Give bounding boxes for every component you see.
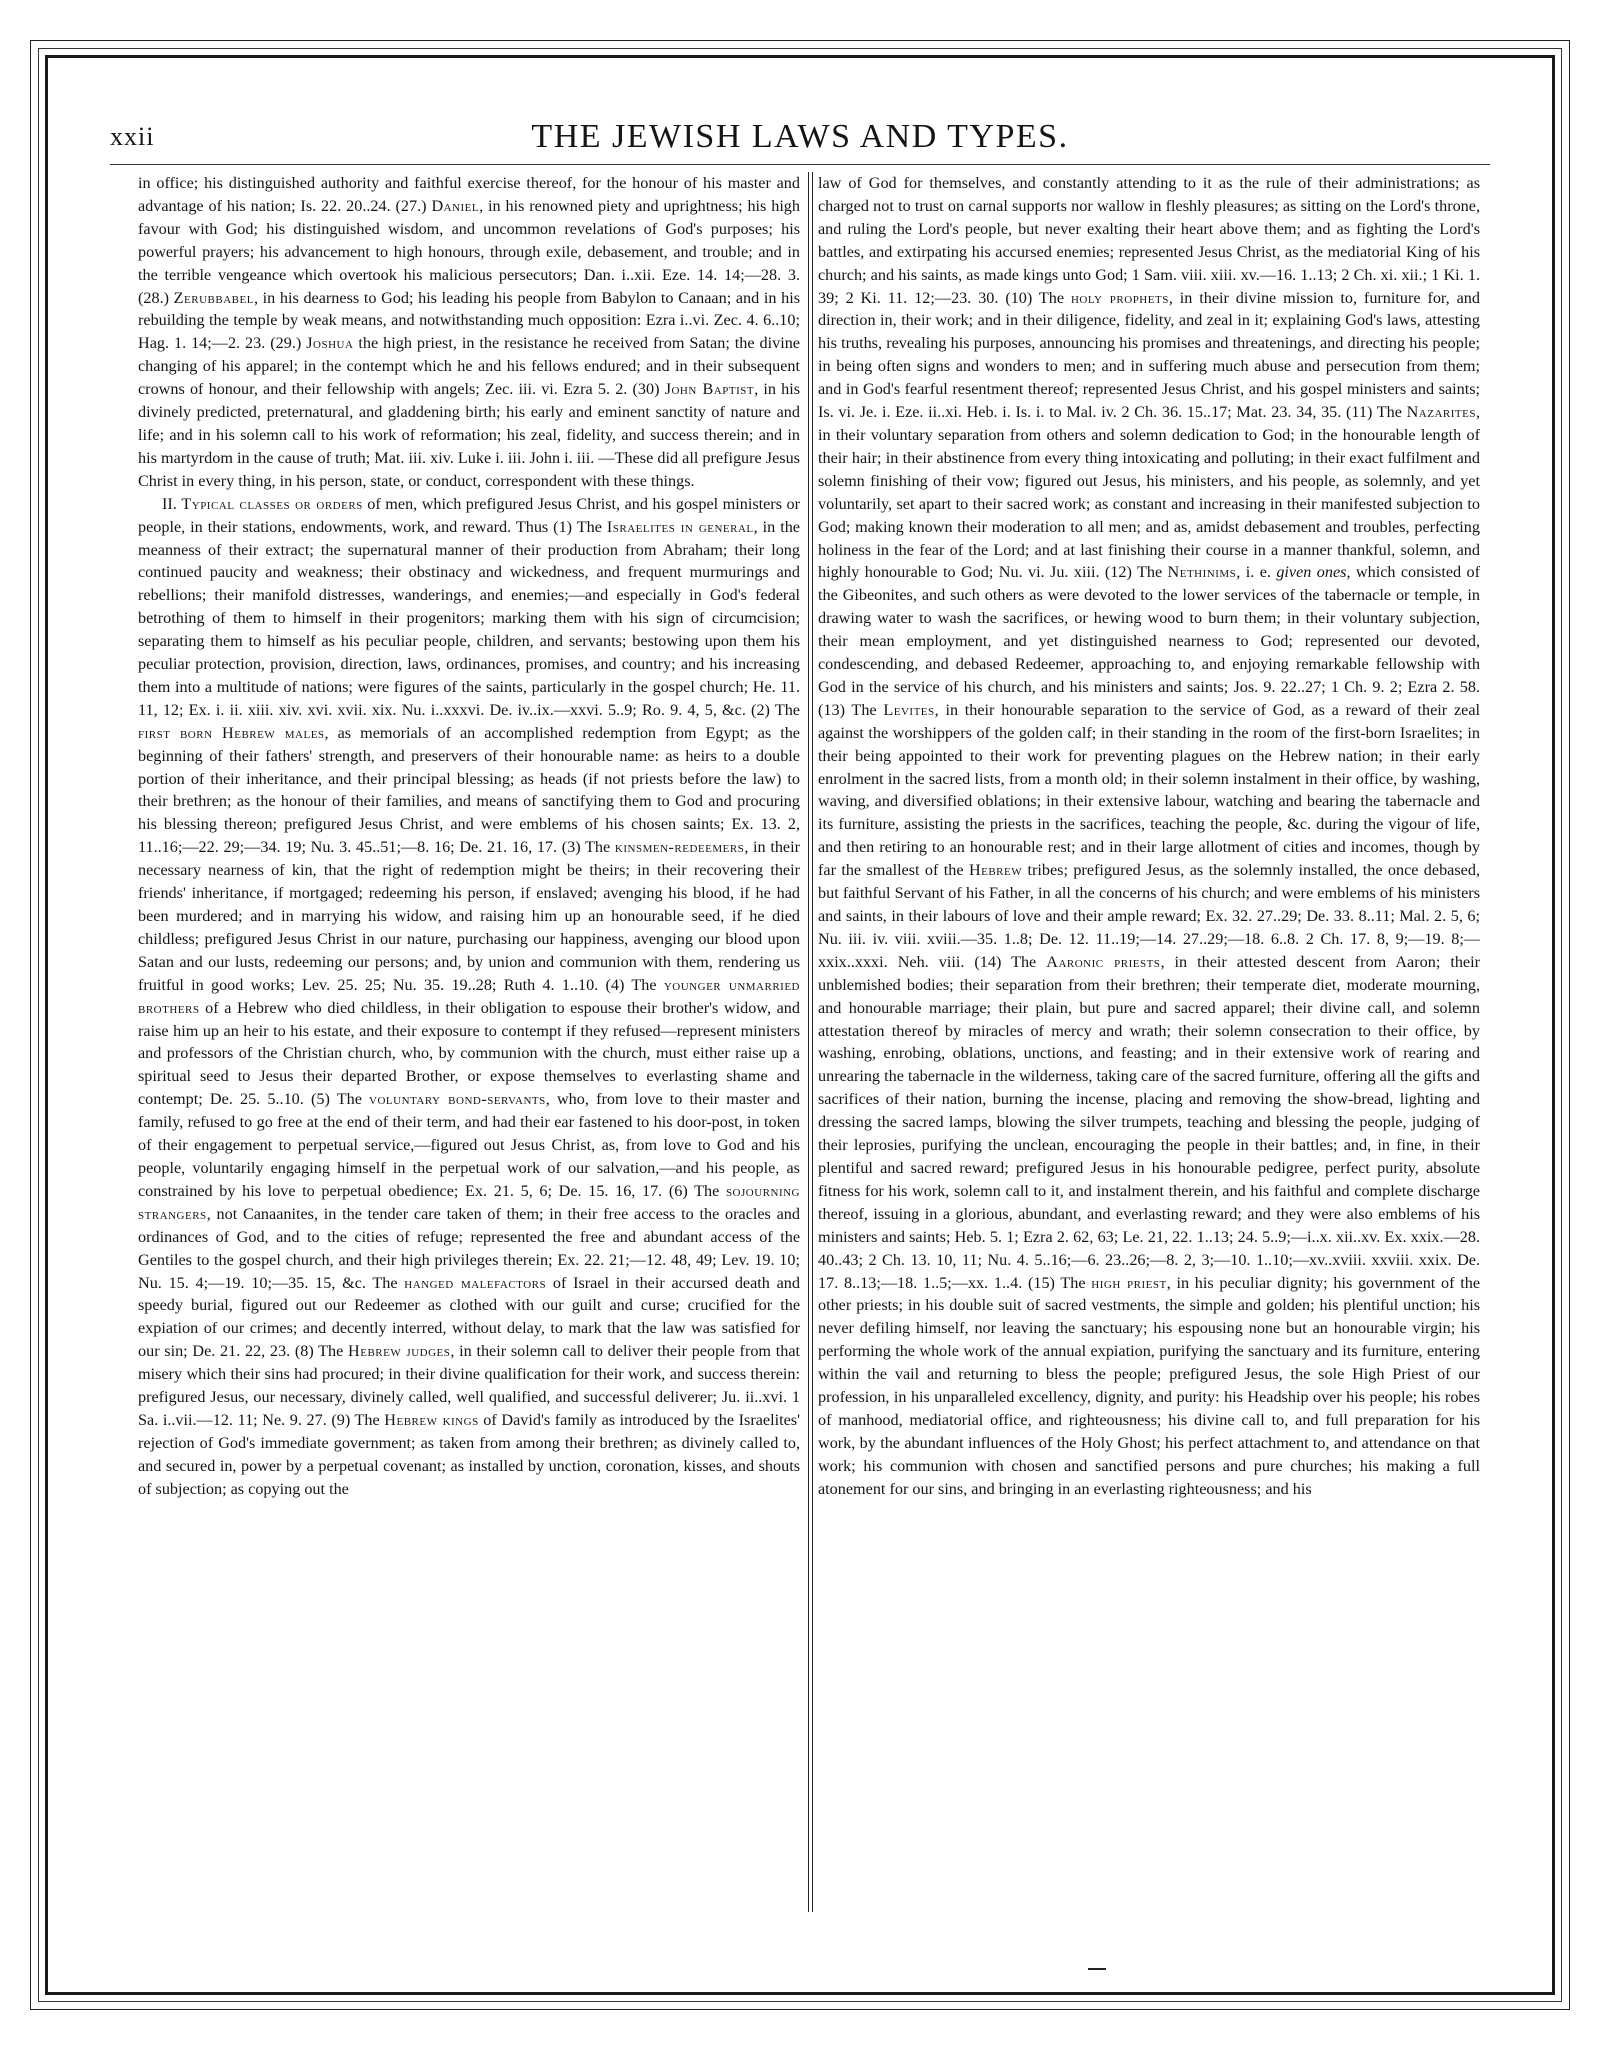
- small-caps-name: sojourning strangers: [138, 1181, 800, 1223]
- text-run: , in his dearness to God; his leading his people from Babylon to Canaan; and in his rebuilding the temple by weak means, and notwithstanding much opposition: Ezra i..vi. Zec. 4. 6..10; Hag. 1. 14;—2. 23. (29.): [138, 288, 800, 353]
- text-run: , in his renowned piety and uprightness; his high favour with God; his distinguished wisdom, and uncommon revelations of God's purposes; his powerful prayers; his advancement to high honours, through exile, debasement, and trouble; and in the terrible vengeance which overtook his malicious persecutors; Dan. i..xii. Eze. 14. 14;—28. 3. (28.): [138, 196, 800, 307]
- right-column: [818, 172, 1480, 1912]
- text-run: , in his peculiar dignity; his government of the other priests; in his double suit of sacred vestments, the simple and golden; his plentiful unction; his never defiling himself, nor leaving the sanctuary; his espousing none but an honourable virgin; his performing the whole work of the annual expiation, purifying the sanctuary and its furniture, entering within the vail and returning to bless the people; prefigured Jesus, the sole High Priest of our profession, in his unparalleled excellency, dignity, and purity: his Headship over his people; his robes of manhood, mediatorial office, and righteousness; his divine call to, and full preparation for his work, by the abundant influences of the Holy Ghost; his perfect attachment to, and attendance on that work; his communion with chosen and sanctified persons and pure churches; his making a full atonement for our sins, and bringing in an everlasting righteousness; and his: [818, 1273, 1480, 1498]
- small-caps-name: hanged malefactors: [404, 1273, 547, 1292]
- small-caps-name: Nazarites: [1406, 403, 1476, 422]
- text-run: , in their divine mission to, furniture for, and direction in, their work; and in their diligence, fidelity, and zeal in it; explaining God's laws, attesting his truths, revealing his purposes, announcing his promises and threatenings, and directing his people; in being often signs and wonders to men; and in suffering much abuse and persecution from them; and in God's fearful resentment thereof; represented Jesus Christ, and his gospel ministers and saints; Is. vi. Je. i. Eze. ii..xi. Heb. i. Is. i. to Mal. iv. 2 Ch. 36. 15..17; Mat. 23. 34, 35. (11) The: [818, 288, 1480, 422]
- small-caps-name: younger unmarried brothers: [138, 975, 800, 1017]
- text-run: , which consisted of the Gibeonites, and such others as were devoted to the lower services of the tabernacle or temple, in drawing water to wash the sacrifices, or hewing wood to burn them; in their voluntary subjection, their mean employment, and yet distinguished nearness to God; represented our devoted, condescending, and debased Redeemer, approaching to, and enjoying remarkable fellowship with God in the service of his church, and his ministers and saints; Jos. 9. 22..27; 1 Ch. 9. 2; Ezra 2. 58. (13) The: [818, 563, 1480, 719]
- page-number: xxii: [110, 122, 155, 151]
- text-run: , in his divinely predicted, preternatural, and gladdening birth; his early and eminent sanctity of nature and life; and in his solemn call to his work of reformation; his zeal, fidelity, and success therein; and in his martyrdom in the cause of truth; Mat. iii. xiv. Luke i. iii. John i. iii. —These did all prefigure Jesus Christ in every thing, in his person, state, or conduct, correspondent with these things.: [138, 380, 800, 490]
- small-caps-name: first born Hebrew males: [138, 723, 325, 742]
- small-caps-name: holy prophets: [1070, 288, 1169, 307]
- small-caps-name: Aaronic priests: [1046, 952, 1161, 971]
- small-caps-name: Joshua: [306, 334, 354, 353]
- small-caps-name: kinsmen-redeemers: [614, 838, 745, 857]
- text-run: , in their necessary nearness of kin, that the right of redemption might be theirs; in their recovering their friends' inheritance, if mortgaged; redeeming his person, if enslaved; avenging his blood, if he had been murdered; and in marrying his widow, and raising him up an honourable seed, if he died childless; prefigured Jesus Christ in our nature, purchasing our happiness, avenging our blood upon Satan and our lusts, redeeming our persons; and, by union and communion with them, rendering us fruitful in good works; Lev. 25. 25; Nu. 35. 19..28; Ruth 4. 1..10. (4) The: [138, 838, 800, 994]
- text-run: II.: [162, 494, 182, 513]
- small-caps-name: John Baptist: [664, 380, 755, 399]
- text-run: , i. e.: [1236, 563, 1277, 582]
- text-run: tribes; prefigured Jesus, as the solemnly installed, the once debased, but faithful Servant of his Father, in all the concerns of his church; and were emblems of his ministers and saints, in their labours of love and their ample reward; Ex. 32. 27..29; De. 33. 8..11; Mal. 2. 5, 6; Nu. iii. iv. viii. xviii.—35. 1..8; De. 12. 11..19;—14. 27..29;—18. 6..8. 2 Ch. 17. 8, 9;—19. 8;—xxix..xxxi. Neh. viii. (14) The: [818, 861, 1480, 971]
- text-run: in office; his distinguished authority and faithful exercise thereof, for the honour of his master and advantage of his nation; Is. 22. 20..24. (27.): [138, 174, 800, 215]
- small-caps-name: Levites: [883, 700, 935, 719]
- text-run: of David's family as introduced by the Israelites' rejection of God's immediate government; as taken from among their brethren; as divinely called to, and secured in, power by a perpetual covenant; as installed by unction, coronation, kisses, and shouts of subjection; as copying out the: [138, 1410, 800, 1498]
- small-caps-name: Daniel: [431, 196, 480, 215]
- paragraph-typical-classes: [138, 493, 800, 1501]
- text-run: , in the meanness of their extract; the supernatural manner of their production from Abraham; their long continued paucity and weakness; their obstinacy and wickedness, and frequent murmurings and rebellions; their manifold distresses, wanderings, and enemies;—and especially in God's federal betrothing of them to himself in their progenitors; marking them with his sign of circumcision; separating them to himself as his peculiar people, children, and servants; bestowing upon them his peculiar protection, provision, direction, laws, ordinances, promises, and country; and his increasing them into a multitude of nations; were figures of the saints, particularly in the gospel church; He. 11. 11, 12; Ex. i. ii. xiii. xiv. xvi. xvii. xix. Nu. i..xxxvi. De. iv..ix.—xxvi. 5..9; Ro. 9. 4, 5, &c. (2) The: [138, 517, 800, 719]
- column-divider: [808, 172, 813, 1912]
- running-title: THE JEWISH LAWS AND TYPES.: [531, 118, 1069, 155]
- text-run: , in their honourable separation to the service of God, as a reward of their zeal against the worshippers of the golden calf; in their standing in the room of the first-born Israelites; in their being appointed to their work for preventing plagues on the Hebrew nation; in their early enrolment in the sacred lists, from a month old; in their solemn instalment in their office, by washing, waving, and diversified oblations; in their extensive labour, watching and bearing the tabernacle and its furniture, assisting the priests in the sacrifices, teaching the people, &c. during the vigour of life, and then retiring to an honourable rest; and in their large allotment of cities and incomes, though by far the smallest of the: [818, 700, 1480, 880]
- small-caps-name: Israelites in general: [606, 517, 754, 536]
- paragraph-continued: [138, 172, 800, 493]
- footer-dash: [1088, 1968, 1106, 1970]
- small-caps-name: Zerubbabel: [173, 288, 254, 307]
- text-run: the high priest, in the resistance he received from Satan; the divine changing of his apparel; in the contempt which he and his fellows endured; and in their subsequent crowns of honour, and their fellowship with angels; Zec. iii. vi. Ezra 5. 2. (30): [138, 334, 800, 399]
- header-rule: [110, 164, 1490, 165]
- running-header: [110, 118, 1490, 158]
- text-run: , in their attested descent from Aaron; their unblemished bodies; their separation from their brethren; their temperate diet, moderate mourning, and honourable marriage; their plain, but pure and sacred apparel; their divine call, and solemn attestation thereof by miracles of mercy and wrath; their solemn consecration to their office, by washing, enrobing, oblations, unctions, and feasting; and in their extensive work of rearing and unrearing the tabernacle in the wilderness, taking care of the sacred furniture, offering all the gifts and sacrifices of their nation, burning the incense, placing and removing the show-bread, lighting and dressing the sacred lamps, blowing the silver trumpets, teaching and blessing the people, judging of their leprosies, purifying the unclean, encouraging the people in their battles; and, in fine, in their plentiful and sacred reward; prefigured Jesus in his honourable pedigree, perfect purity, absolute fitness for his work, solemn call to it, and instalment therein, and his faithful and complete discharge thereof, issuing in a glorious, abundant, and everlasting reward; and they were also emblems of his ministers and saints; Heb. 5. 1; Ezra 2. 62, 63; Le. 21, 22. 1..13; 24. 5..9;—i..x. xii..xv. Ex. xxix.—28. 40..43; 2 Ch. 13. 10, 11; Nu. 4. 5..16;—6. 23..26;—8. 2, 3;—10. 1..10;—xv..xviii. xxviii. xxix. De. 17. 8..13;—18. 1..5;—xx. 1..4. (15) The: [818, 952, 1480, 1292]
- small-caps-name: voluntary bond-servants: [369, 1090, 546, 1109]
- text-run: , who, from love to their master and family, refused to go free at the end of their term, and had their ear fastened to his door-post, in token of their engagement to perpetual service,—figured out Jesus Christ, as, from love to God and his people, voluntarily engaging himself in the perpetual work of our salvation,—and his people, as constrained by his love to perpetual obedience; Ex. 21. 5, 6; De. 15. 16, 17. (6) The: [138, 1090, 800, 1200]
- small-caps-name: high priest: [1091, 1273, 1167, 1292]
- text-run: , in their voluntary separation from others and solemn dedication to God; in the honourable length of their hair; in their abstinence from every thing intoxicating and polluting; in their exact fulfilment and solemn finishing of their vow; figured out Jesus, his ministers, and his people, as solemnly, and yet voluntarily, set apart to their sacred work; as constant and increasing in their manifested subjection to God; making known their moderation to all men; and as, amidst debasement and troubles, perfecting holiness in the fear of the Lord; and at last finishing their course in a manner thankful, solemn, and highly honourable to God; Nu. vi. Ju. xiii. (12) The: [818, 403, 1480, 582]
- text-run: law of God for themselves, and constantly attending to it as the rule of their administrations; as charged not to trust on carnal supports nor wallow in fleshly pleasures; as sitting on the Lord's throne, and ruling the Lord's people, but never exalting their heart above them; and as fighting the Lord's battles, and extirpating his accursed enemies; represented Jesus Christ, as the mediatorial King of his church; and his saints, as made kings unto God; 1 Sam. viii. xiii. xv.—16. 1..13; 2 Ch. xi. xii.; 1 Ki. 1. 39; 2 Ki. 11. 12;—23. 30. (10) The: [818, 174, 1480, 307]
- text-run: of Israel in their accursed death and speedy burial, figured out our Redeemer as clothed with our guilt and curse; crucified for the expiation of our crimes; and decently interred, without delay, to mark that the law was satisfied for our sin; De. 21. 22, 23. (8) The: [138, 1273, 800, 1361]
- text-run: , in their solemn call to deliver their people from that misery which their sins had procured; in their divine qualification for their work, and success therein: prefigured Jesus, our necessary, divinely called, well qualified, and successful deliverer; Ju. ii..xvi. 1 Sa. i..vii.—12. 11; Ne. 9. 27. (9) The: [138, 1342, 800, 1429]
- text-run: , as memorials of an accomplished redemption from Egypt; as the beginning of their fathers' strength, and preservers of their honourable name: as heirs to a double portion of their inheritance, and their principal blessing; as heads (if not priests before the law) to their brethren; as the honour of their families, and means of sanctifying them to God and procuring his blessing thereon; prefigured Jesus Christ, and were emblems of his chosen saints; Ex. 13. 2, 11..16;—22. 29;—34. 19; Nu. 3. 45..51;—8. 16; De. 21. 16, 17. (3) The: [138, 723, 800, 857]
- paragraph-continued: [818, 172, 1480, 1501]
- text-run: of men, which prefigured Jesus Christ, and his gospel ministers or people, in their stations, endowments, work, and reward. Thus (1) The: [138, 494, 800, 536]
- text-run: of a Hebrew who died childless, in their obligation to espouse their brother's widow, and raise him up an heir to his estate, and their exposure to contempt if they refused—represent ministers and professors of the Christian church, who, by communion with the church, must either raise up a spiritual seed to Jesus their departed Brother, or expose themselves to everlasting shame and contempt; De. 25. 5..10. (5) The: [138, 998, 800, 1109]
- small-caps-name: Hebrew judges: [348, 1342, 451, 1361]
- small-caps-name: Nethinims: [1167, 563, 1237, 582]
- small-caps-name: Hebrew kings: [384, 1410, 479, 1429]
- left-column: [138, 172, 800, 1912]
- text-run: , not Canaanites, in the tender care taken of them; in their free access to the oracles and ordinances of God, and to the cities of refuge; represented the free and abundant access of the Gentiles to the gospel church, and their high privileges therein; Ex. 22. 21;—12. 48, 49; Lev. 19. 10; Nu. 15. 4;—19. 10;—35. 15, &c. The: [138, 1204, 800, 1292]
- small-caps-heading: Typical classes or orders: [181, 494, 363, 513]
- small-caps-name: Hebrew: [968, 861, 1023, 880]
- italic-term: given ones: [1276, 563, 1347, 582]
